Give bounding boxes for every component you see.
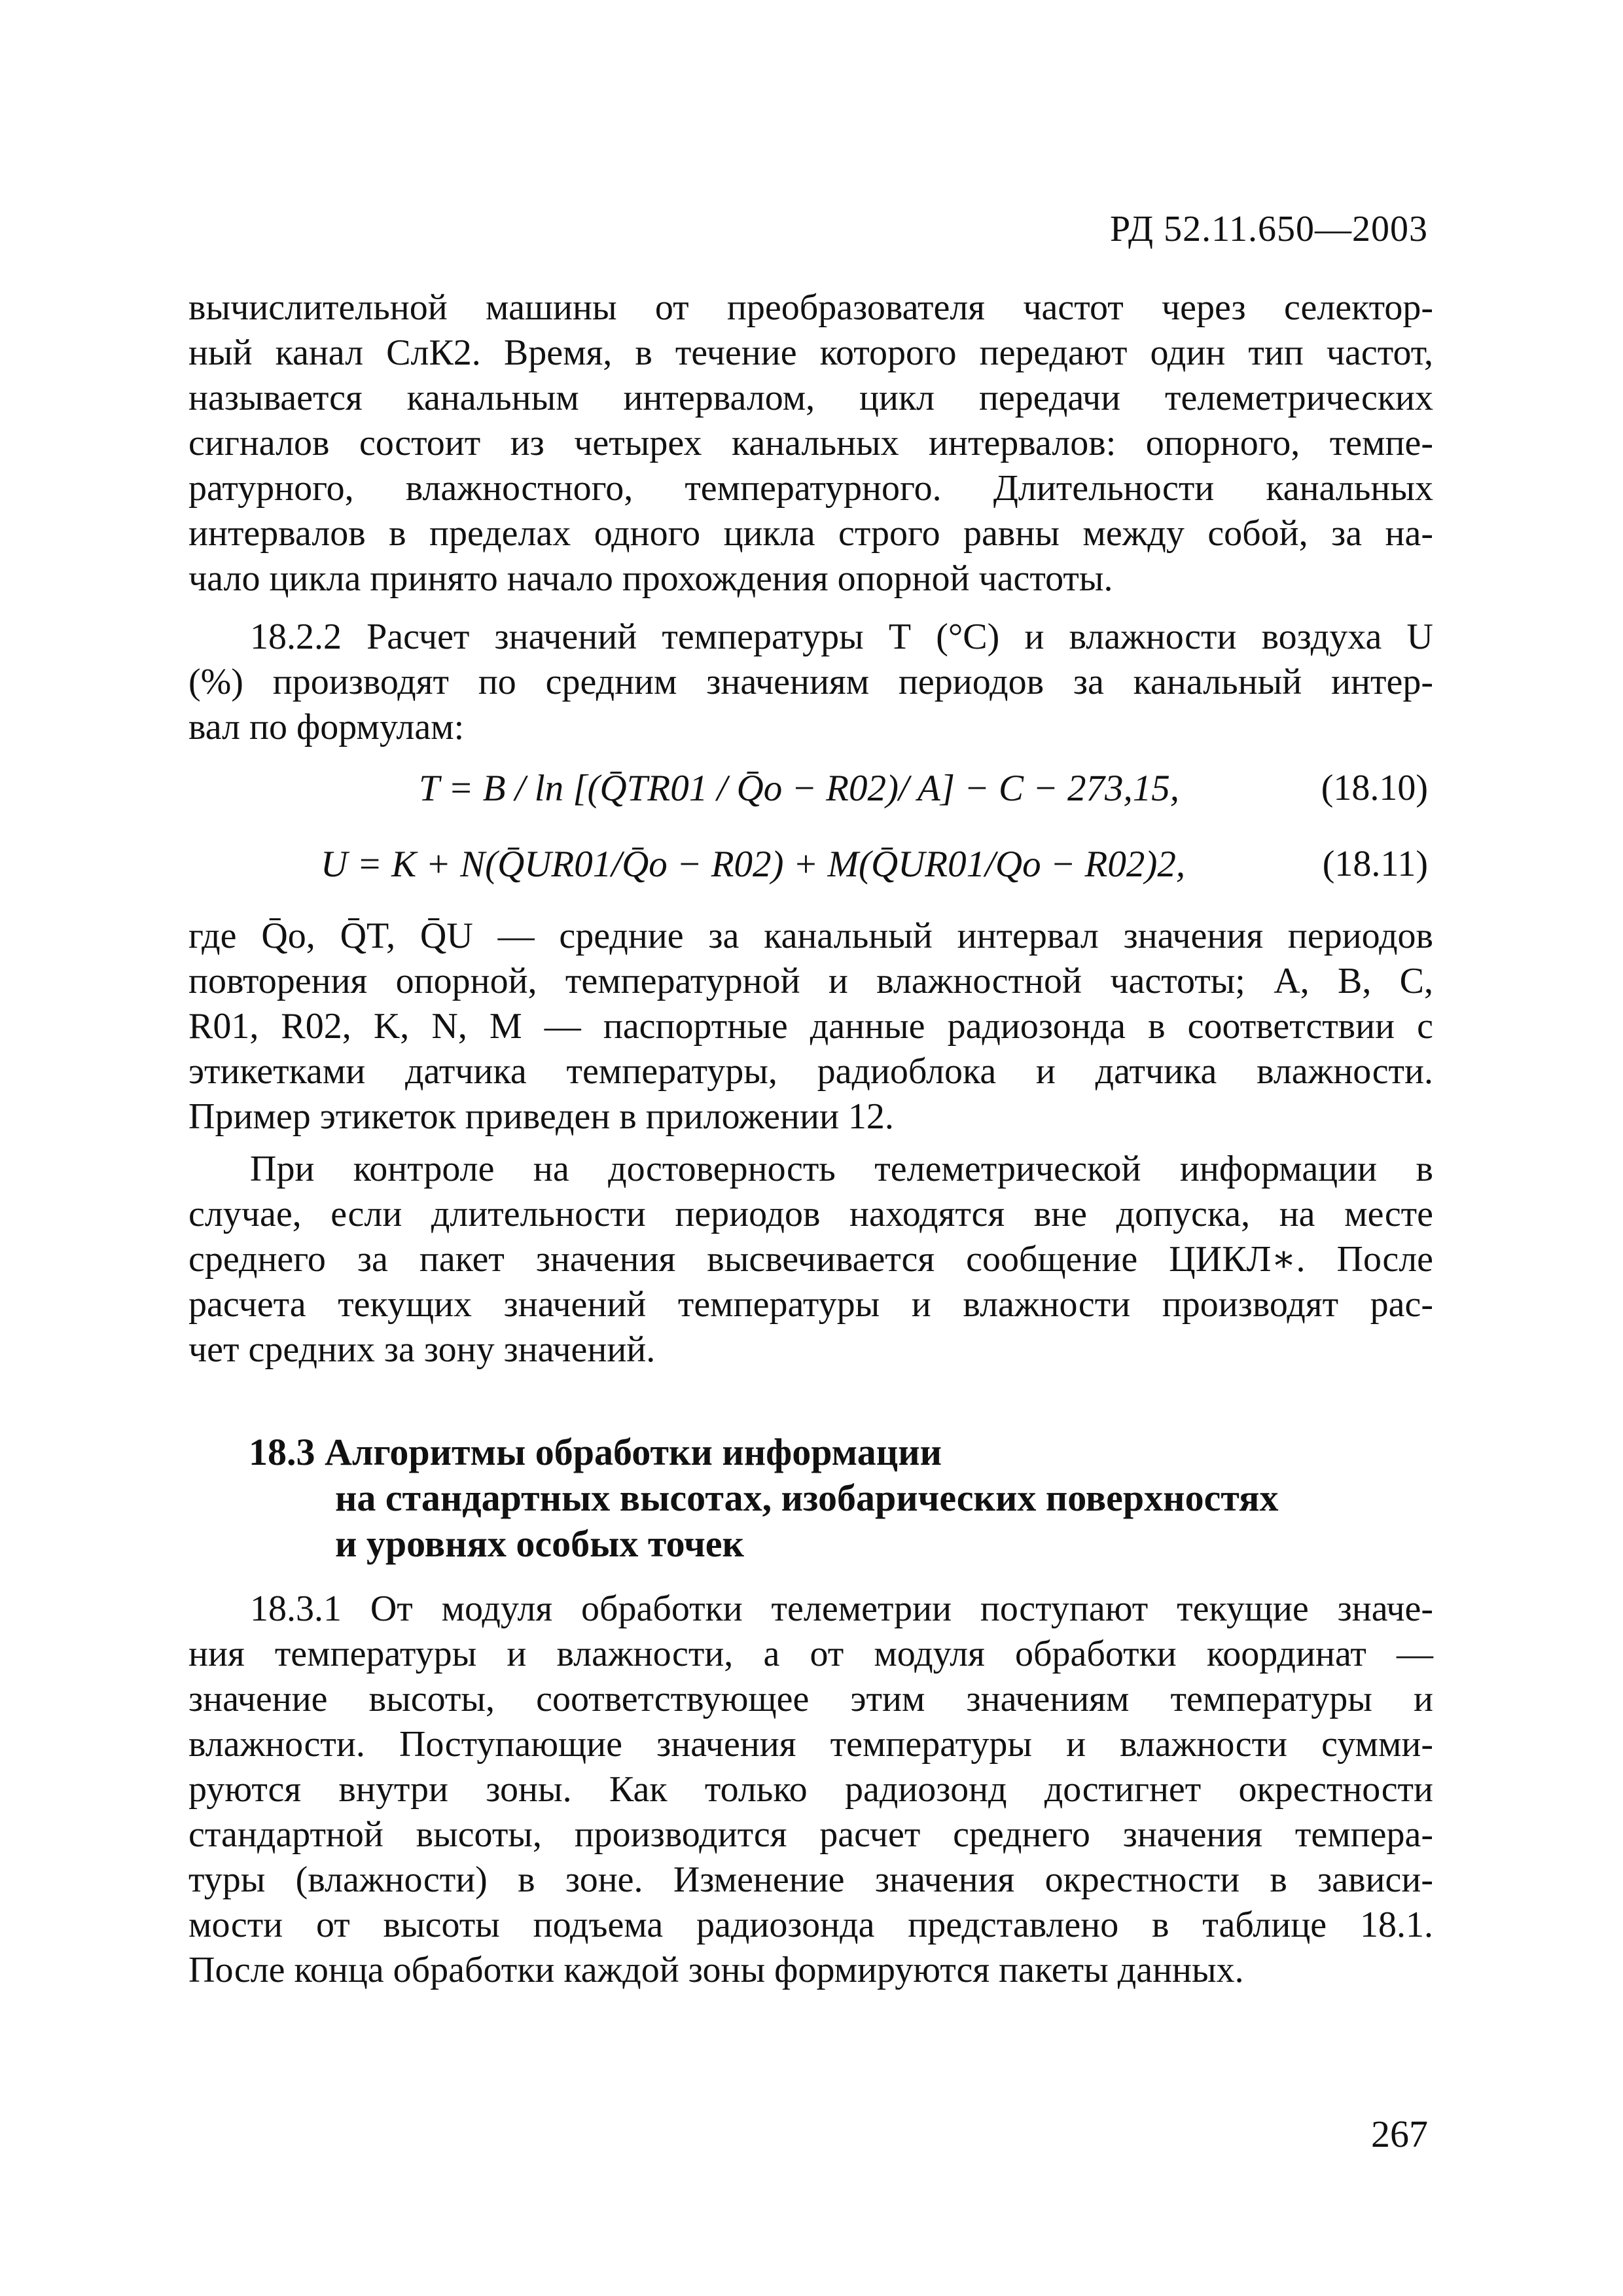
formula-18-11: U = K + N(Q̄UR01/Q̄o − R02) + M(Q̄UR01/Qo − R02)2, [321, 844, 1186, 885]
text-line: случае, если длительности периодов находятся вне допуска, на месте [188, 1194, 1433, 1234]
text-line: Пример этикеток приведен в приложении 12. [188, 1096, 894, 1137]
text-line: этикетками датчика температуры, радиоблока и датчика влажности. [188, 1051, 1433, 1092]
paragraph-variables [188, 914, 1433, 1139]
text-line: вычислительной машины от преобразователя частот через селектор- [188, 287, 1433, 328]
heading-line: и уровнях особых точек [335, 1522, 744, 1565]
paragraph-18-3-1 [188, 1587, 1433, 1993]
text-line: ный канал СлК2. Время, в течение которого передают один тип частот, [188, 332, 1433, 373]
text-line: При контроле на достоверность телеметрической информации в [250, 1149, 1433, 1189]
text-line: (%) производят по средним значениям периодов за канальный интер- [188, 662, 1433, 702]
text-line: повторения опорной, температурной и влажностной частоты; A, B, C, [188, 961, 1433, 1001]
text-line: влажности. Поступающие значения температуры и влажности сумми- [188, 1724, 1433, 1765]
section-heading-18-3 [249, 1429, 1278, 1567]
text-line: ния температуры и влажности, а от модуля обработки координат — [188, 1634, 1433, 1674]
text-line: чет средних за зону значений. [188, 1329, 656, 1370]
text-line: где Q̄o, Q̄T, Q̄U — средние за канальный интервал значения периодов [188, 916, 1433, 956]
text-line: вал по формулам: [188, 707, 465, 747]
text-line: значение высоты, соответствующее этим значениям температуры и [188, 1679, 1433, 1719]
text-line: руются внутри зоны. Как только радиозонд достигнет окрестности [188, 1769, 1433, 1810]
text-line: среднего за пакет значения высвечивается сообщение ЦИКЛ∗. После [188, 1239, 1433, 1280]
text-line: 18.3.1 От модуля обработки телеметрии поступают текущие значе- [250, 1588, 1433, 1629]
paragraph-18-2-2 [188, 615, 1433, 750]
heading-line: на стандартных высотах, изобарических поверхностях [335, 1477, 1279, 1519]
heading-line: 18.3 Алгоритмы обработки информации [249, 1431, 942, 1473]
text-line: R01, R02, K, N, M — паспортные данные радиозонда в соответствии с [188, 1006, 1433, 1047]
page-number: 267 [1371, 2113, 1428, 2155]
text-line: интервалов в пределах одного цикла строго равны между собой, за на- [188, 513, 1433, 554]
text-line: После конца обработки каждой зоны формируются пакеты данных. [188, 1950, 1244, 1990]
document-code-header: РД 52.11.650—2003 [1109, 209, 1428, 249]
equation-number: (18.11) [1322, 844, 1428, 884]
formula-18-10: T = B / ln [(Q̄TR01 / Q̄o − R02)/ A] − C − 273,15, [419, 768, 1179, 809]
text-line: туры (влажности) в зоне. Изменение значения окрестности в зависи- [188, 1859, 1433, 1900]
paragraph-validation [188, 1147, 1433, 1372]
text-line: ратурного, влажностного, температурного. Длительности канальных [188, 468, 1433, 509]
text-line: сигналов состоит из четырех канальных интервалов: опорного, темпе- [188, 423, 1433, 463]
text-line: мости от высоты подъема радиозонда представлено в таблице 18.1. [188, 1905, 1433, 1945]
equation-number: (18.10) [1321, 768, 1428, 808]
paragraph-continuation [188, 285, 1433, 601]
text-line: чало цикла принято начало прохождения опорной частоты. [188, 558, 1113, 599]
text-line: называется канальным интервалом, цикл передачи телеметрических [188, 378, 1433, 418]
text-line: 18.2.2 Расчет значений температуры Т (°С) и влажности воздуха U [250, 617, 1433, 657]
text-line: расчета текущих значений температуры и влажности производят рас- [188, 1284, 1433, 1325]
text-line: стандартной высоты, производится расчет среднего значения темпера- [188, 1814, 1433, 1855]
